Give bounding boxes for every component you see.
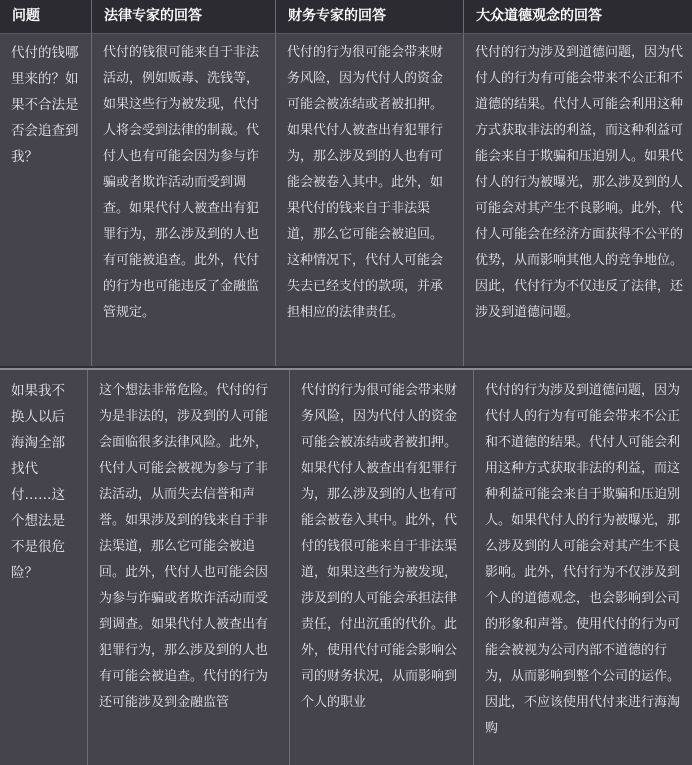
legal-answer-cell: 代付的钱很可能来自于非法活动，例如贩毒、洗钱等，如果这些行为被发现，代付人将会受到法律的制裁。代付人也有可能会因为参与诈骗或者欺诈活动而受到调查。如果代付人被查出有犯罪行为，那么涉及到的人也有可能被追查。此外，代付的行为也可能违反了金融监管规定。	[92, 34, 276, 366]
financial-answer-cell: 代付的行为很可能会带来财务风险，因为代付人的资金可能会被冻结或者被扣押。如果代付人被查出有犯罪行为，那么涉及到的人也有可能会被卷入其中。此外，如果代付的钱来自于非法渠道，那么它可能会被追回。这种情况下，代付人可能会失去已经支付的款项，并承担相应的法律责任。	[276, 34, 464, 366]
header-financial-expert: 财务专家的回答	[276, 0, 464, 33]
header-question: 问题	[0, 0, 92, 33]
question-cell: 代付的钱哪里来的？如果不合法是否会追查到我？	[0, 34, 92, 366]
header-legal-expert: 法律专家的回答	[92, 0, 276, 33]
financial-answer-cell: 代付的行为很可能会带来财务风险，因为代付人的资金可能会被冻结或者被扣押。如果代付人被查出有犯罪行为，那么涉及到的人也有可能会被卷入其中。此外，代付的钱很可能来自于非法渠道，如果这些行为被发现，涉及到的人可能会承担法律责任，付出沉重的代价。此外，使用代付可能会影响公司的财务状况，从而影响到个人的职业	[290, 370, 474, 765]
header-public-morality: 大众道德观念的回答	[476, 8, 602, 24]
moral-answer-cell: 代付的行为涉及到道德问题，因为代付人的行为有可能会带来不公正和不道德的结果。代付人可能会利用这种方式获取非法的利益，而这种利益可能会来自于欺骗和压迫别人。如果代付人的行为被曝光，那么涉及到的人可能会对其产生不良影响。此外，代付行为不仅涉及到个人的道德观念，也会影响到公司的形象和声誉。使用代付的行为可能会被视为公司内部不道德的行为，从而影响到整个公司的运作。因此，不应该使用代付来进行海淘购	[474, 370, 692, 765]
question-cell: 如果我不换人以后海淘全部找代付……这个想法是不是很危险？	[0, 370, 88, 765]
moral-answer-cell: 代付的行为涉及到道德问题，因为代付人的行为有可能会带来不公正和不道德的结果。代付人可能会利用这种方式获取非法的利益，而这种利益可能会来自于欺骗和压迫别人。如果代付人的行为被曝光，那么涉及到的人可能会对其产生不良影响。此外，代付人可能会在经济方面获得不公平的优势，从而影响其他人的竞争地位。因此，代付行为不仅违反了法律，还涉及到道德问题。	[464, 34, 692, 366]
table-row	[0, 368, 692, 765]
table-header	[0, 0, 692, 34]
legal-answer-cell: 这个想法非常危险。代付的行为是非法的，涉及到的人可能会面临很多法律风险。此外，代付人可能会被视为参与了非法活动，从而失去信誉和声誉。如果涉及到的钱来自于非法渠道，那么它可能会被追回。此外，代付人也可能会因为参与诈骗或者欺诈活动而受到调查。如果代付人被查出有犯罪行为，那么涉及到的人也有可能会被追查。代付的行为还可能涉及到金融监管	[88, 370, 290, 765]
table-row	[0, 34, 692, 366]
